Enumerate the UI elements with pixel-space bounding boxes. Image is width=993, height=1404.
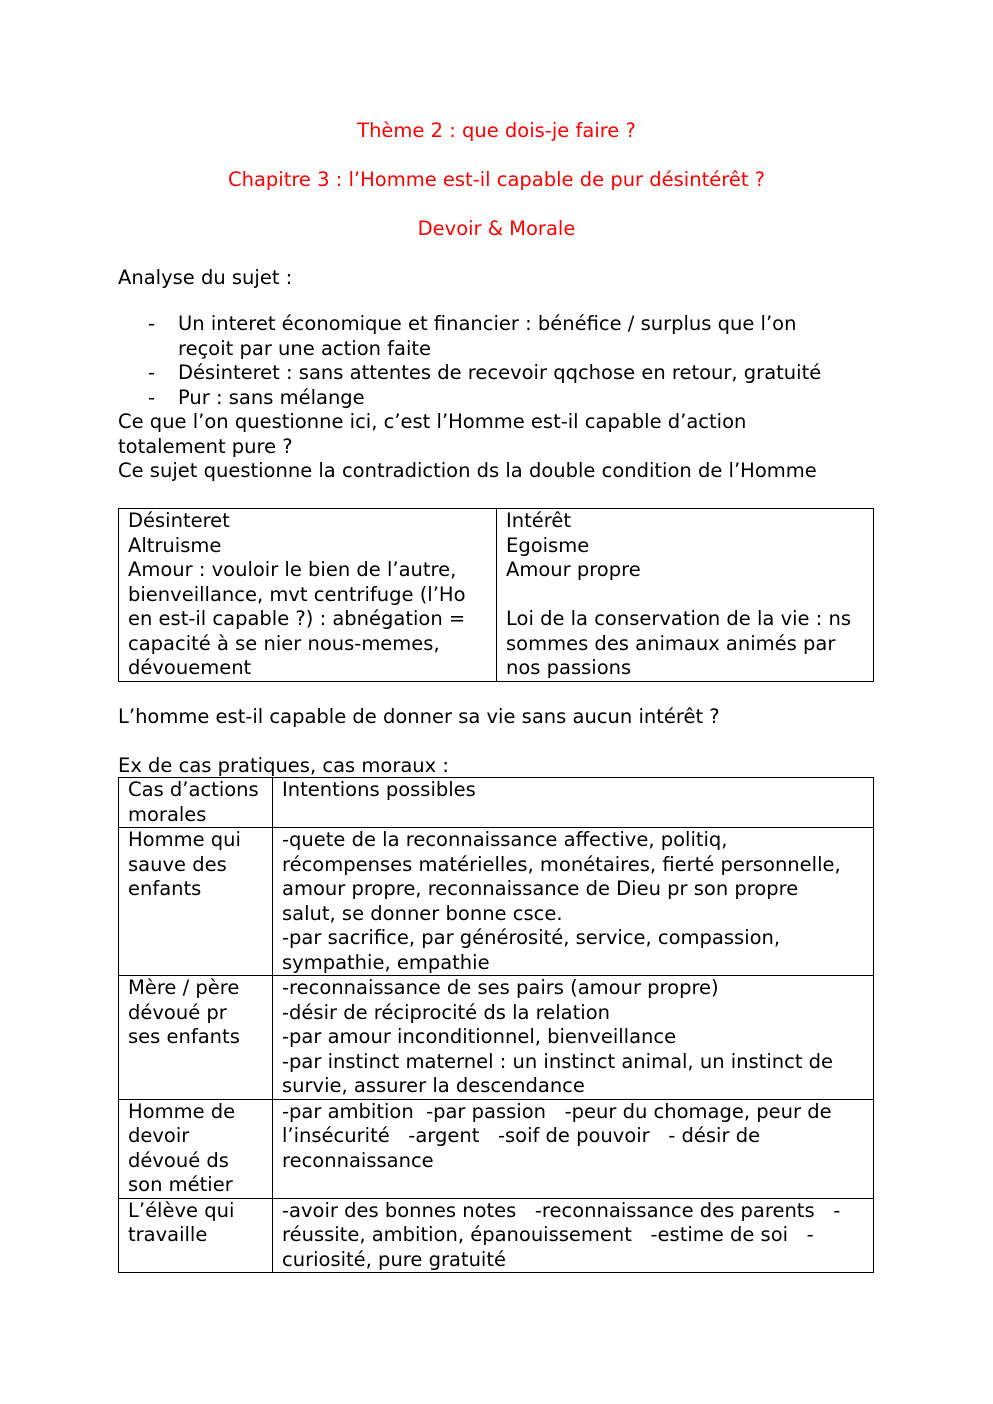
cases-table (118, 777, 874, 1273)
analysis-heading: Analyse du sujet : (118, 266, 293, 289)
cell-line: Egoisme (506, 533, 590, 557)
analysis-list (118, 312, 878, 410)
cell-line: Altruisme (128, 533, 222, 557)
cell-line: -quete de la reconnaissance affective, politiq, (282, 828, 728, 851)
contradiction-line: Ce sujet questionne la contradiction ds la double condition de l’Homme (118, 459, 817, 482)
cell-line: curiosité, pure gratuité (282, 1247, 506, 1271)
table-row (119, 1198, 874, 1273)
cell-line: dévouement (128, 656, 252, 679)
list-item-line: Désinteret : sans attentes de recevoir qqchose en retour, gratuité (178, 361, 822, 384)
subtitle: Devoir & Morale (417, 217, 576, 240)
cell-line: Loi de la conservation de la vie : ns (506, 607, 852, 630)
cell-line: son métier (128, 1173, 233, 1196)
table-row (119, 976, 874, 1100)
dash-bullet: - (148, 385, 156, 409)
dash-bullet: - (148, 361, 156, 384)
cell-line: bienveillance, mvt centrifuge (l’Ho (128, 582, 466, 606)
cell-line: Homme qui (128, 828, 241, 851)
intentions-cell (273, 1198, 874, 1273)
cell-line: en est-il capable ?) : abnégation = (128, 607, 466, 630)
cell-line: dévoué pr (128, 1000, 227, 1024)
cell-line: sympathie, empathie (282, 950, 490, 974)
intentions-cell (273, 828, 874, 976)
table-row (119, 828, 874, 976)
cell-line: Intentions possibles (282, 778, 476, 801)
cell-line: Intérêt (506, 509, 571, 532)
cell-line: salut, se donner bonne csce. (282, 901, 563, 925)
question-line: Ce que l’on questionne ici, c’est l’Homme est-il capable d’action (118, 410, 747, 433)
cell-line: dévoué ds (128, 1148, 229, 1172)
comparison-table (118, 508, 874, 682)
cell-line: reconnaissance (282, 1148, 434, 1172)
cell-line: récompenses matérielles, monétaires, fierté personnelle, (282, 852, 841, 876)
cell-line: L’élève qui (128, 1198, 235, 1222)
cell-line (506, 583, 873, 608)
cell-line: -par instinct maternel : un instinct animal, un instinct de (282, 1049, 834, 1073)
list-item (118, 312, 878, 361)
cell-line: Cas d’actions (128, 778, 259, 801)
cell-line: nos passions (506, 656, 632, 679)
dash-bullet: - (148, 312, 156, 335)
case-cell (119, 976, 273, 1100)
list-item (118, 361, 878, 386)
list-item (118, 386, 878, 411)
cell-line: sommes des animaux animés par (506, 631, 836, 655)
cell-line: Mère / père (128, 976, 240, 999)
question-paragraph (118, 410, 878, 484)
cell-line: travaille (128, 1223, 208, 1246)
cell-line: sauve des (128, 852, 227, 876)
case-cell (119, 1198, 273, 1273)
cell-line: -par sacrifice, par générosité, service, compassion, (282, 926, 781, 949)
case-cell (119, 828, 273, 976)
cell-line: réussite, ambition, épanouissement -estime de soi - (282, 1223, 814, 1246)
theme-title: Thème 2 : que dois-je faire ? (357, 119, 636, 142)
case-cell (119, 1099, 273, 1198)
cell-line: -par ambition -par passion -peur du chomage, peur de (282, 1099, 832, 1123)
cell-line: -par amour inconditionnel, bienveillance (282, 1025, 677, 1048)
header-cell-intentions (273, 778, 874, 828)
list-item-line: reçoit par une action faite (178, 336, 432, 360)
cell-line: l’insécurité -argent -soif de pouvoir - désir de (282, 1124, 761, 1147)
cell-line: enfants (128, 877, 202, 900)
cell-line: devoir (128, 1124, 190, 1147)
interest-cell (497, 509, 874, 682)
list-item-line: Un interet économique et financier : bénéfice / surplus que l’on (178, 312, 797, 335)
cell-line: survie, assurer la descendance (282, 1074, 585, 1097)
table-row (119, 509, 874, 682)
cell-line: -avoir des bonnes notes -reconnaissance des parents - (282, 1198, 841, 1222)
cell-line: -désir de réciprocité ds la relation (282, 1000, 610, 1024)
cell-line: capacité à se nier nous-memes, (128, 631, 440, 655)
cell-line: Désinteret (128, 509, 230, 532)
table-row (119, 1099, 874, 1198)
cases-heading: Ex de cas pratiques, cas moraux : (118, 754, 449, 777)
cell-line: amour propre, reconnaissance de Dieu pr son propre (282, 877, 799, 900)
cell-line: Amour propre (506, 558, 641, 581)
cell-line: ses enfants (128, 1025, 240, 1048)
table-header-row (119, 778, 874, 828)
main-question: L’homme est-il capable de donner sa vie sans aucun intérêt ? (118, 705, 720, 728)
disinterest-cell (119, 509, 497, 682)
intentions-cell (273, 976, 874, 1100)
cell-line: -reconnaissance de ses pairs (amour propre) (282, 976, 719, 999)
cell-line: morales (128, 802, 207, 826)
cell-line: Homme de (128, 1099, 236, 1123)
intentions-cell (273, 1099, 874, 1198)
cell-line: Amour : vouloir le bien de l’autre, (128, 558, 457, 581)
question-line: totalement pure ? (118, 434, 293, 458)
header-cell-cases (119, 778, 273, 828)
chapter-title: Chapitre 3 : l’Homme est-il capable de pur désintérêt ? (227, 168, 766, 191)
list-item-line: Pur : sans mélange (178, 385, 365, 409)
